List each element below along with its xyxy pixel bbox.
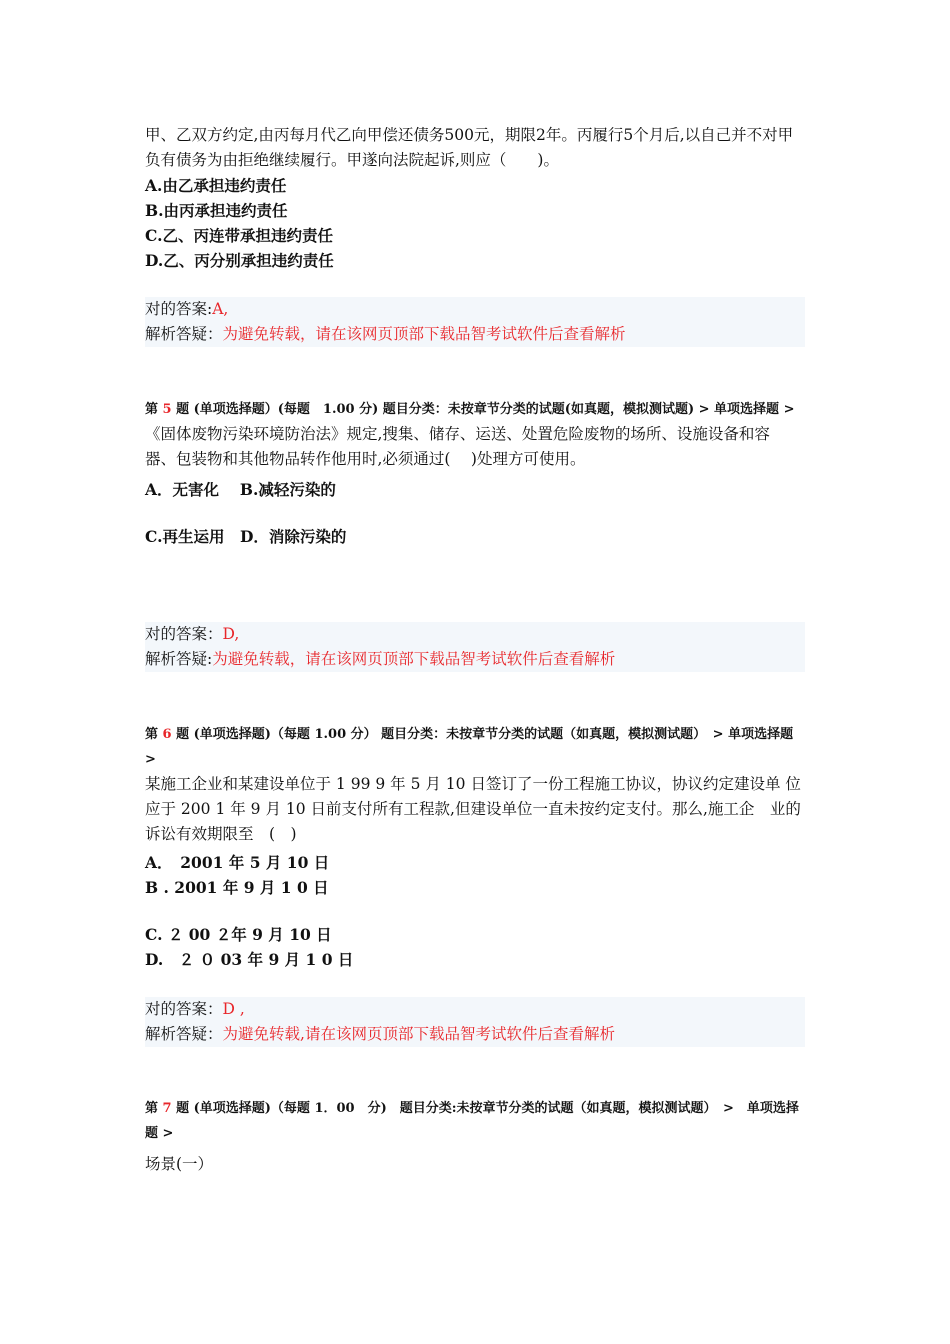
option-row-2: C.再生运用 D．消除污染的: [145, 527, 347, 546]
option-b: B.由丙承担违约责任: [145, 201, 288, 220]
analysis-label: 解析答疑：: [145, 325, 223, 343]
question-5: [145, 397, 805, 549]
question-number: 5: [162, 402, 172, 417]
answer-value: A,: [212, 300, 229, 318]
option-d: D. ２ ０ 03 年 9 月 1 0 日: [145, 950, 354, 969]
option-c: C. ２ 00 ２年 9 月 10 日: [145, 925, 332, 944]
answer-box: [145, 997, 805, 1047]
question-stem: 场景(一）: [145, 1155, 214, 1173]
question-number: 7: [162, 1101, 172, 1116]
analysis-label: 解析答疑：: [145, 1025, 223, 1043]
question-header: 第 7 题 (单项选择题)（每题 1．00 分) 题目分类:未按章节分类的试题（如真题，模拟测试题） > 单项选择题 >: [145, 1101, 799, 1141]
question-6: [145, 722, 805, 972]
option-b: B . 2001 年 9 月 1 0 日: [145, 878, 329, 897]
option-a: A． 2001 年 5 月 10 日: [145, 853, 330, 872]
option-row-1: A．无害化 B.减轻污染的: [145, 480, 336, 499]
answer-value: D ,: [222, 1000, 245, 1018]
option-c: C.乙、丙连带承担违约责任: [145, 226, 333, 245]
question-header: 第 5 题 (单项选择题）(每题 1.00 分) 题目分类：未按章节分类的试题(如真题，模拟测试题) > 单项选择题 >: [145, 402, 795, 417]
option-d: D.乙、丙分别承担违约责任: [145, 251, 334, 270]
question-7: [145, 1096, 805, 1177]
question-header: 第 6 题 (单项选择题)（每题 1.00 分） 题目分类：未按章节分类的试题（如真题，模拟测试题） > 单项选择题 >: [145, 727, 794, 767]
question-stem: 《固体废物污染环境防治法》规定,搜集、储存、运送、处置危险废物的场所、设施设备和容 器、包装物和其他物品转作他用时,必须通过( )处理方可使用。: [145, 425, 770, 468]
option-a: A.由乙承担违约责任: [145, 176, 287, 195]
answer-label: 对的答案：: [145, 625, 223, 643]
analysis-value: 为避免转载，请在该网页顶部下载品智考试软件后查看解析: [222, 325, 626, 343]
question-number: 6: [162, 727, 172, 742]
analysis-value: 为避免转载，请在该网页顶部下载品智考试软件后查看解析: [212, 650, 616, 668]
answer-label: 对的答案:: [145, 300, 213, 318]
analysis-value: 为避免转载,请在该网页顶部下载品智考试软件后查看解析: [222, 1025, 615, 1043]
answer-box: [145, 622, 805, 672]
analysis-label: 解析答疑:: [145, 650, 213, 668]
question-stem: 某施工企业和某建设单位于 1 99 9 年 5 月 10 日签订了一份工程施工协议，协议约定建设单 位应于 200 1 年 9 月 10 日前支付所有工程款,但建设单位一直未按约定支付。那么,施工企 业的诉讼有效期限至 ( ): [145, 775, 801, 843]
answer-value: D,: [222, 625, 240, 643]
answer-box: [145, 297, 805, 347]
question-4: [145, 123, 805, 273]
question-stem: 甲、乙双方约定,由丙每月代乙向甲偿还债务500元，期限2年。丙履行5个月后,以自己并不对甲负有债务为由拒绝继续履行。甲遂向法院起诉,则应（ )。: [145, 126, 794, 169]
answer-label: 对的答案：: [145, 1000, 223, 1018]
